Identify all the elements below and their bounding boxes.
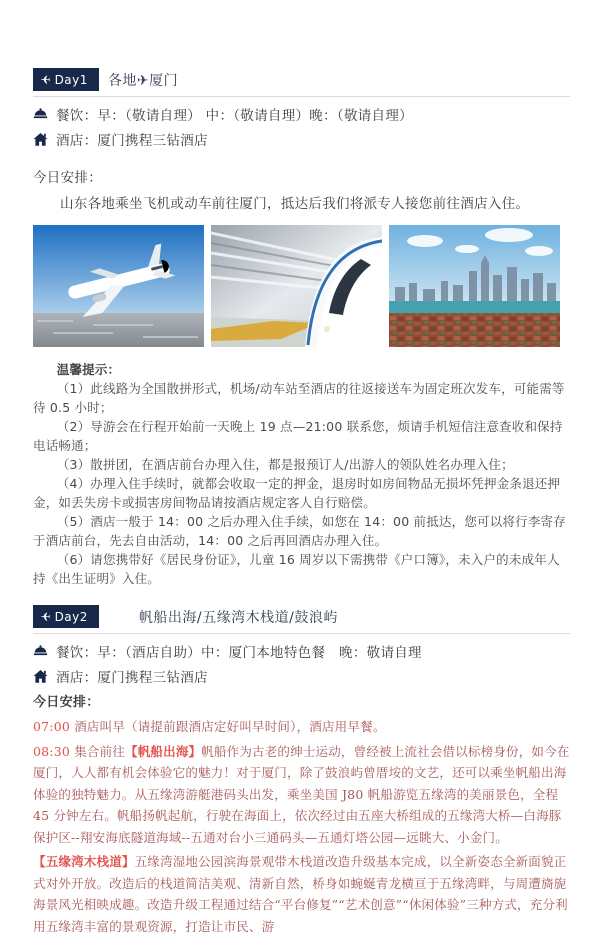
day1-tips [33,360,570,588]
day1-header-divider [33,96,570,97]
day1-badge-label: Day1 [54,72,88,87]
day2-hotel-row [33,666,570,686]
day1-section [33,68,570,588]
schedule-item [33,851,570,937]
plane-icon: ✈ [40,609,51,624]
day2-title: 帆船出海/五缘湾木栈道/鼓浪屿 [138,609,338,626]
day2-badge [33,605,99,628]
day1-meals-row [33,104,570,124]
schedule-text: 五缘湾湿地公园滨海景观带木栈道改造升级基本完成，以全新姿态全新面貌正式对外开放。改造后的栈道简洁美观、清新自然，桥身如蜿蜒青龙横亘于五缘湾畔，与周遭旖旎海景风光相映成趣。改造升级工程通过结合“平台修复”“艺术创意”“休闲体验”三种方式，充分利用五缘湾丰富的景观资源，打造让市民、游 [33,854,568,934]
day2-header [33,605,570,628]
hotel-house-icon [33,669,48,684]
day1-images-row [33,225,570,347]
day1-header [33,68,570,91]
tip-item: （4）办理入住手续时，就都会收取一定的押金，退房时如房间物品无损坏凭押金条退还押金，如丢失房卡或损害房间物品请按酒店规定客人自行赔偿。 [33,476,561,510]
day2-schedule [33,716,570,937]
meal-cloche-icon [33,107,48,122]
schedule-item [33,716,570,738]
day1-hotel-row [33,129,570,149]
day2-badge-label: Day2 [54,609,88,624]
day2-section [33,605,570,937]
day1-badge [33,68,99,91]
schedule-text: 帆船作为古老的绅士运动，曾经被上流社会借以标榜身份，如今在厦门，人人都有机会体验它的魅力！对于厦门，除了鼓浪屿曾厝垵的文艺，还可以乘坐帆船出海体验的独特魅力。从五缘湾游艇港码头出发，乘坐美国 J80 帆船游览五缘湾的美丽景色，全程 45 分钟左右。帆船扬帆起航，行驶在海面上，依次经过由五座大桥组成的五缘湾大桥—白海豚保护区--翔安海底隧道海域--五通对台小三通码头—五通灯塔公园—远眺大、小金门。 [33,743,570,845]
tip-item: （1）此线路为全国散拼形式，机场/动车站至酒店的往返接送车为固定班次发车，可能需等待 0.5 小时； [33,381,565,415]
schedule-item [33,741,570,849]
airplane-photo [33,225,204,347]
day2-header-divider [33,633,570,634]
train-photo [211,225,382,347]
day1-plan-label: 今日安排： [33,170,102,186]
day1-meals-text: 餐饮：早：（敬请自理） 中：（敬请自理）晚：（敬请自理） [56,108,413,124]
meal-cloche-icon [33,644,48,659]
city-skyline-photo [389,225,560,347]
schedule-prefix: 集合前往 [74,743,126,759]
highlight-label: 【五缘湾木栈道】 [33,854,135,869]
day1-hotel-text: 酒店：厦门携程三钻酒店 [56,133,208,149]
day2-meals-row [33,641,570,661]
tip-item: （3）散拼团，在酒店前台办理入住，都是报预订人/出游人的领队姓名办理入住； [56,457,514,472]
day2-meals-text: 餐饮：早：（酒店自助）中：厦门本地特色餐 晚：敬请自理 [56,645,422,661]
tip-item: （6）请您携带好《居民身份证》，儿童 16 周岁以下需携带《户口簿》，未入户的未成年人持《出生证明》入住。 [33,552,560,586]
plane-icon: ✈ [40,72,51,87]
hotel-house-icon [33,132,48,147]
tip-item: （5）酒店一般于 14：00 之后办理入住手续，如您在 14：00 前抵达，您可以将行李寄存于酒店前台，先去自由活动，14：00 之后再回酒店办理入住。 [33,514,566,548]
time-label: 07:00 [33,719,71,734]
day2-plan-label: 今日安排： [33,695,100,710]
time-label: 08:30 [33,743,71,759]
day1-title: 各地✈厦门 [107,72,179,89]
tips-title: 温馨提示： [56,362,121,377]
schedule-text: 酒店叫早（请提前跟酒店定好叫早时间），酒店用早餐。 [74,719,386,734]
day1-plan-text: 山东各地乘坐飞机或动车前往厦门，抵达后我们将派专人接您前往酒店入住。 [60,196,530,212]
highlight-label: 【帆船出海】 [125,743,202,759]
day2-hotel-text: 酒店：厦门携程三钻酒店 [56,670,208,686]
tip-item: （2）导游会在行程开始前一天晚上 19 点—21:00 联系您，烦请手机短信注意查收和保持电话畅通； [33,419,563,453]
